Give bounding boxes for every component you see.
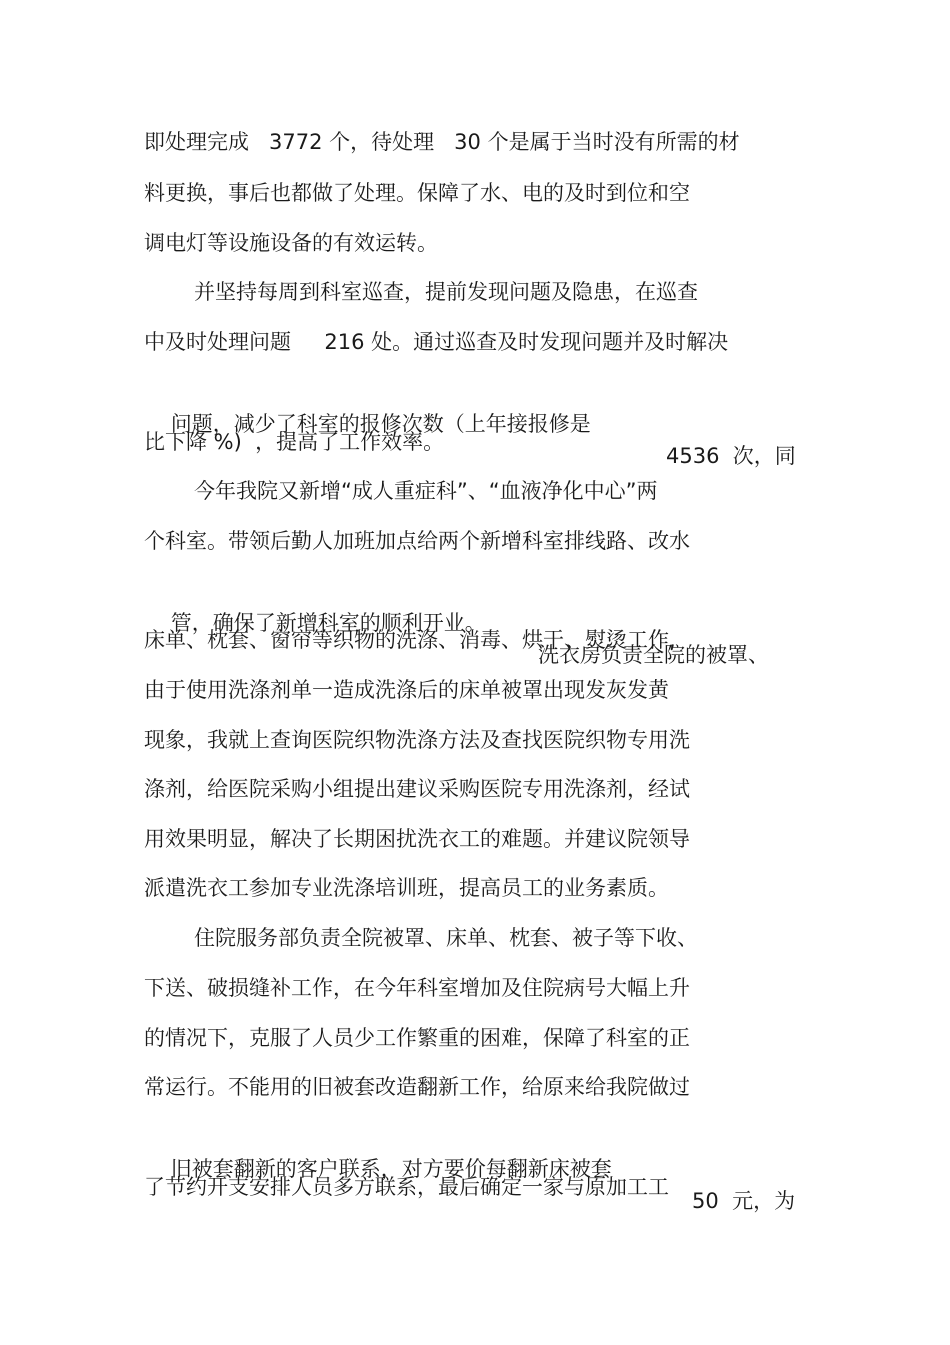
text-line: 由于使用洗涤剂单一造成洗涤后的床单被罩出现发灰发黄	[144, 678, 669, 702]
text-line: 即处理完成 3772 个，待处理 30 个是属于当时没有所需的材	[144, 130, 740, 154]
text-line: 的情况下，克服了人员少工作繁重的困难，保障了科室的正	[144, 1026, 690, 1050]
text-line: 调电灯等设施设备的有效运转。	[144, 231, 438, 255]
text-line: 下送、破损缝补工作，在今年科室增加及住院病号大幅上升	[144, 976, 690, 1000]
text-line: 料更换，事后也都做了处理。保障了水、电的及时到位和空	[144, 181, 690, 205]
text-line: 住院服务部负责全院被罩、床单、枕套、被子等下收、	[194, 926, 698, 950]
text-line: 床单、枕套、窗帘等织物的洗涤、消毒、烘干、熨烫工作,	[144, 628, 676, 652]
text-line: 了节约开支安排人员多方联系，最后确定一家与原加工工	[144, 1175, 669, 1199]
text-line: 管，确保了新增科室的顺利开业。 洗衣房负责全院的被罩、	[170, 611, 769, 667]
text-line: 现象，我就上查询医院织物洗涤方法及查找医院织物专用洗	[144, 728, 690, 752]
text-line: 问题，减少了科室的报修次数（上年接报修是 4536 次，同	[170, 412, 796, 468]
text-line: 并坚持每周到科室巡查，提前发现问题及隐患，在巡查	[194, 280, 698, 304]
text-line: 中及时处理问题 216 处。通过巡查及时发现问题并及时解决	[144, 330, 729, 354]
text-line: 个科室。带领后勤人加班加点给两个新增科室排线路、改水	[144, 529, 690, 553]
text-line: 比下降 %) ，提高了工作效率。	[144, 430, 445, 454]
text-line: 用效果明显，解决了长期困扰洗衣工的难题。并建议院领导	[144, 827, 690, 851]
text-line: 常运行。不能用的旧被套改造翻新工作，给原来给我院做过	[144, 1075, 690, 1099]
text-line: 派遣洗衣工参加专业洗涤培训班，提高员工的业务素质。	[144, 876, 669, 900]
text-line: 今年我院又新增“成人重症科”、“血液净化中心”两	[194, 479, 658, 503]
text-line: 旧被套翻新的客户联系，对方要价每翻新床被套 50 元，为	[170, 1157, 796, 1213]
text-line: 涤剂，给医院采购小组提出建议采购医院专用洗涤剂，经试	[144, 777, 690, 801]
